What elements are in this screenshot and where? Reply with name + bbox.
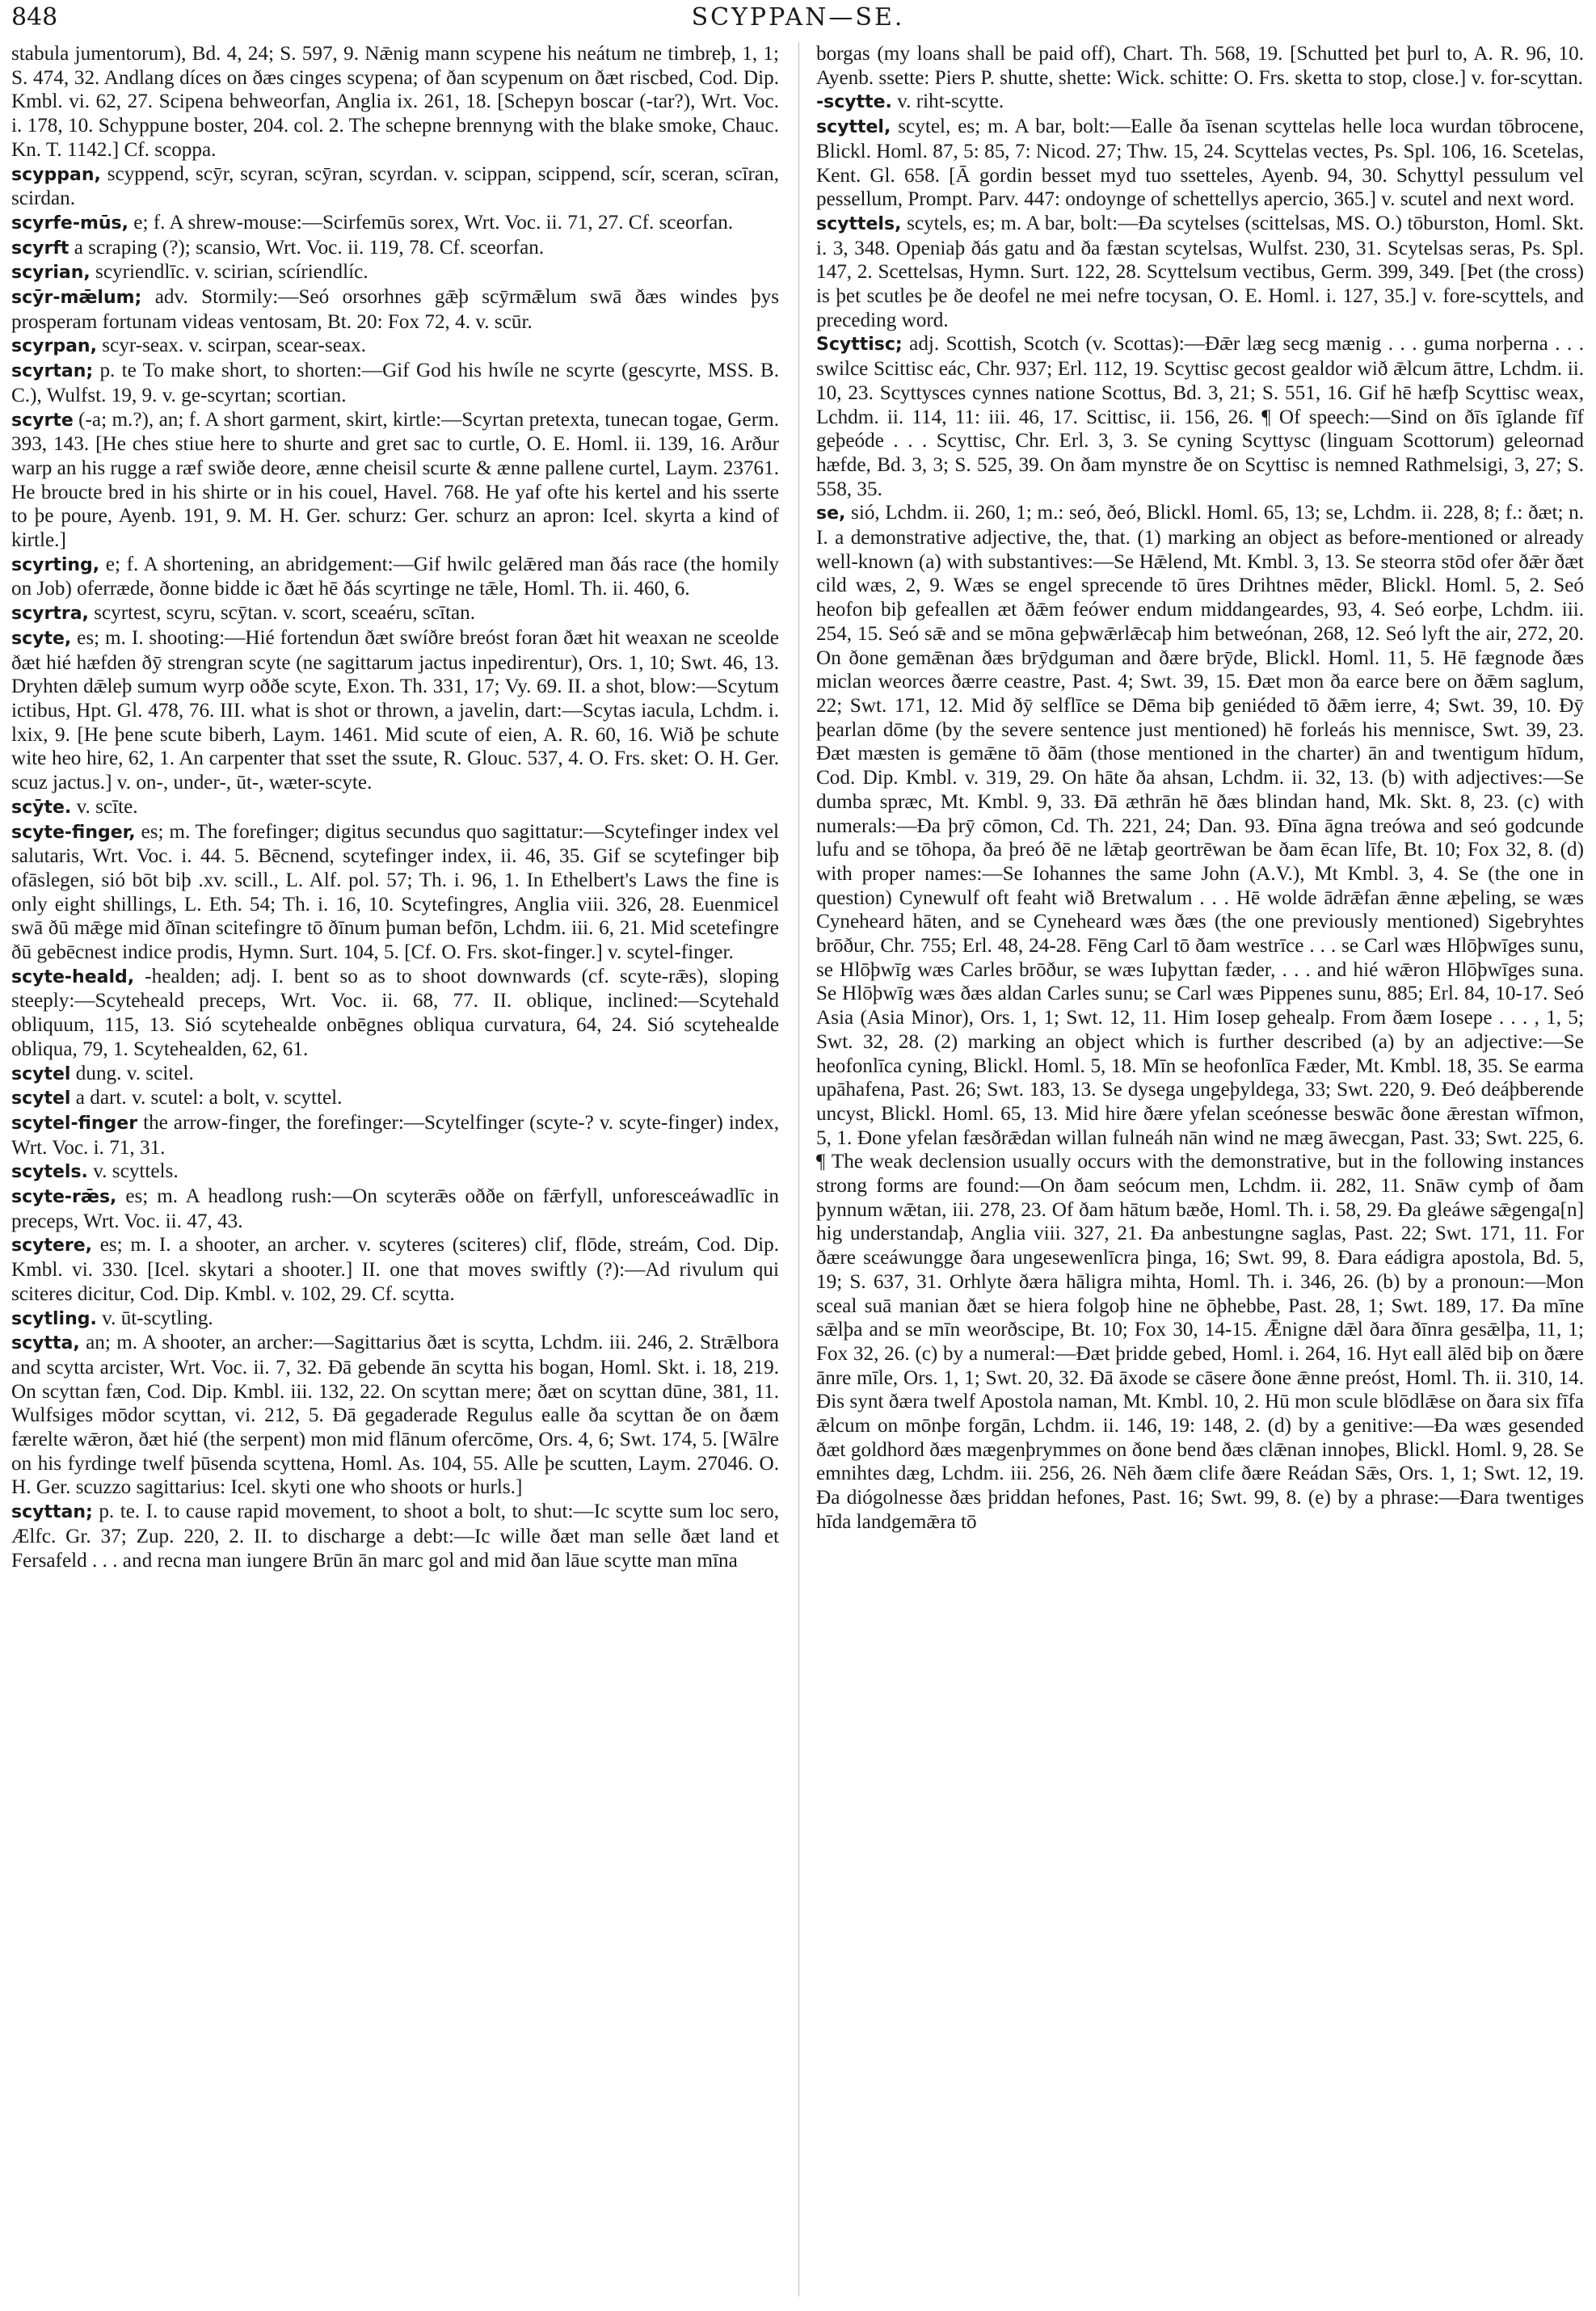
entry-body: es; m. A headlong rush:—On scyterǣs oððe on fǣrfyll, unforesceáwadlīc in preceps, Wrt. Voc. ii. 47, 43. <box>11 1185 779 1232</box>
headword: scyte-heald, <box>11 966 135 987</box>
entry-body: v. ūt-scytling. <box>96 1307 213 1329</box>
dictionary-entry <box>11 1500 779 1572</box>
entry-body: stabula jumentorum), Bd. 4, 24; S. 597, 9. Nǣnig mann scypene his neátum ne timbreþ, 1, 1; S. 474, 32. Andlang díces on ðæs cinges scypena; of ðan scypenum on ðæt riscbed, Cod. Dip. Kmbl. vi. 62, 27. Scipena behweorfan, Anglia ix. 261, 18. [Schepyn boscar (-tar?), Wrt. Voc. i. 178, 10. Schyppune boster, 204. col. 2. The schepne brennyng with the blake smoke, Chauc. Kn. T. 1142.] Cf. scoppa. <box>11 43 779 161</box>
dictionary-entry <box>11 1233 779 1306</box>
entry-body: an; m. A shooter, an archer:—Sagittarius ðæt is scytta, Lchdm. iii. 246, 2. Strǣlbora and scytta arcister, Wrt. Voc. ii. 7, 32. Ðā gebende ān scytta his bogan, Homl. Skt. i. 18, 219. On scyttan fæn, Cod. Dip. Kmbl. iii. 132, 22. On scyttan mere; ðæt on scyttan dūne, 381, 11. Wulfsiges mōdor scyttan, vi. 212, 5. Ðā gegaderade Regulus ealle ða scyttan ðe on ðæm færelte wǣron, ðæt hié (the serpent) mon mid flānum ofercōme, Ors. 4, 6; Swt. 174, 5. [Wālre on his fyrdinge twelf þūsenda scyttena, Homl. As. 104, 55. Alle þe scutten, Laym. 27046. O. H. Ger. scuzzo sagittarius: Icel. skyti one who shoots or hurls.] <box>11 1332 779 1499</box>
entry-body: a scraping (?); scansio, Wrt. Voc. ii. 119, 78. Cf. sceorfan. <box>69 236 545 259</box>
entry-body: p. te. I. to cause rapid movement, to shoot a bolt, to shut:—Ic scytte sum loc sero, Ælfc. Gr. 37; Zup. 220, 2. II. to discharge a debt:—Ic wille ðæt man selle ðæt land et Fersafeld . . . and recna man iungere Brūn ān marc gol and mid ðan lāue scytte man mīna <box>11 1501 779 1572</box>
headword: scytel <box>11 1088 71 1109</box>
dictionary-entry <box>11 211 779 236</box>
entry-body: adj. Scottish, Scotch (v. Scottas):—Ðǣr læg secg mænig . . . guma norþerna . . . swilce Scittisc eác, Chr. 937; Erl. 112, 19. Scyttisc gecost gealdor wið ǣlcum āttre, Lchdm. ii. 10, 23. Scyttysces cynnes natione Scottus, Bd. 3, 21; S. 551, 16. Gif hē hæfþ Scyttisc weax, Lchdm. ii. 114, 11: iii. 46, 17. Scittisc, ii. 156, 26. ¶ Of speech:—Sind on ðīs īglande fīf geþeóde . . . Scyttisc, Chr. Erl. 3, 3. Se cyning Scyttysc (linguam Scottorum) geleornad hæfde, Bd. 3, 3; S. 525, 39. On ðam mynstre ðe on Scyttisc is nemned Rathmelsigi, 3, 27; S. 558, 35. <box>816 333 1584 500</box>
entry-body: v. scyttels. <box>87 1160 179 1183</box>
headword: scyrting, <box>11 554 100 575</box>
dictionary-entry <box>11 1331 779 1500</box>
headword: scyrte <box>11 410 74 431</box>
dictionary-entry <box>11 285 779 334</box>
entry-body: dung. v. scitel. <box>70 1062 194 1084</box>
entry-body: e; f. A shrew-mouse:—Scirfemūs sorex, Wrt. Voc. ii. 71, 27. Cf. sceorfan. <box>128 211 734 234</box>
entry-body: p. te To make short, to shorten:—Gif God his hwíle ne scyrte (gescyrte, MSS. B. C.), Wulfst. 19, 9. v. ge-scyrtan; scortian. <box>11 360 779 406</box>
dictionary-entry <box>11 820 779 965</box>
headword: scytel-finger <box>11 1113 138 1134</box>
dictionary-entry <box>11 795 779 820</box>
entry-body: (-a; m.?), an; f. A short garment, skirt, kirtle:—Scyrtan pretexta, tunecan togae, Germ. 393, 143. [He ches stiue here to shurte and gret sac to curtle, O. E. Homl. ii. 139, 16. Arður warp an his rugge a ræf swiðe deore, ænne cheisil scurte & ænne pallene curtel, Laym. 23761. He broucte bred in his shirte or in his couel, Havel. 768. He yaf ofte his kertel and his sserte to þe poure, Ayenb. 191, 9. M. H. Ger. schurz: Ger. schurz an apron: Icel. skyrta a kind of kirtle.] <box>11 408 779 552</box>
headword: scyte-rǣs, <box>11 1187 117 1208</box>
headword: scyrpan, <box>11 336 97 357</box>
headword: scyttels, <box>816 213 902 234</box>
page-header <box>11 3 1585 39</box>
entry-body: the arrow-finger, the forefinger:—Scytelfinger (scyte-? v. scyte-finger) index, Wrt. Voc. i. 71, 31. <box>11 1111 779 1159</box>
dictionary-entry <box>11 965 779 1062</box>
headword: scytels. <box>11 1162 88 1183</box>
dictionary-entry <box>11 626 779 795</box>
dictionary-entry <box>11 334 779 359</box>
dictionary-entry <box>11 1111 779 1160</box>
headword: scȳte. <box>11 797 72 818</box>
dictionary-entry <box>816 212 1584 333</box>
entry-body: scyppend, scȳr, scyran, scȳran, scyrdan. v. scippan, scippend, scír, sceran, scīran, scirdan. <box>11 162 779 210</box>
entry-body: scytels, es; m. A bar, bolt:—Ða scytelses (scittelsas, MS. O.) tōburston, Homl. Skt. i. 3, 348. Openiaþ ðás gatu and ða fæstan scytelsas, Wulfst. 230, 31. Scytelsas seras, Ps. Spl. 147, 2. Scettelsas, Hymn. Surt. 122, 28. Scyttelsum vectibus, Germ. 399, 349. [Þet (the cross) is þet scutles þe ðe deofel ne mei nefre tocysan, O. E. Homl. i. 127, 35.] v. fore-scyttels, and preceding word. <box>816 212 1584 331</box>
headword: scyttel, <box>816 117 891 138</box>
headword: scytta, <box>11 1333 80 1354</box>
headword: scyppan, <box>11 164 101 185</box>
entry-body: scytel, es; m. A bar, bolt:—Ealle ða īsenan scyttelas helle loca wurdan tōbrocene, Blickl. Homl. 87, 5: 85, 7: Nicod. 27; Thw. 15, 24. Scyttelas vectes, Ps. Spl. 106, 16. Scetelas, Kent. Gl. 658. [Ā gordin besset myd tuo ssetteles, Ayenb. 94, 30. Schyttyl pessulum vel pessellum, Prompt. Parv. 447: ondoynge of schettellys apercio, 365.] v. scutel and next word. <box>816 116 1584 211</box>
entry-body: es; m. The forefinger; digitus secundus quo sagittatur:—Scytefinger index vel salutaris, Wrt. Voc. i. 44. 5. Bēcnend, scytefinger index, ii. 46, 35. Gif se scytefinger biþ ofāslegen, sió bōt biþ .xv. scill., L. Alf. pol. 57; Th. i. 96, 1. In Ethelbert's Laws the fine is only eight shillings, L. Eth. 54; Th. i. 16, 10. Scytefingres, Anglia viii. 326, 28. Euenmicel swā ðū mǣge mid ðīnan scitefingre tō ðīnum þuman befōn, Lchdm. iii. 6, 21. Mid scetefingre ðū gebēcnest indice prodis, Hymn. Surt. 104, 5. [Cf. O. Frs. skot-finger.] v. scytel-finger. <box>11 820 779 964</box>
running-title: SCYPPAN—SE. <box>691 3 905 32</box>
dictionary-entry <box>816 90 1584 115</box>
headword: scȳr-mǣlum; <box>11 288 142 309</box>
headword: se, <box>816 503 846 524</box>
left-column <box>11 42 779 1572</box>
entry-body: -healden; adj. I. bent so as to shoot downwards (cf. scyte-rǣs), sloping steeply:—Scyteheald preceps, Wrt. Voc. ii. 68, 77. II. oblique, inclined:—Scytehald obliquum, 115, 13. Sió scytehealde onbēgnes obliqua curvatura, 64, 24. Sió scytehealde obliqua, 79, 1. Scytehealden, 62, 61. <box>11 965 779 1060</box>
headword: scyrft <box>11 238 69 259</box>
entry-body: es; m. I. shooting:—Hié fortendun ðæt swíðre breóst foran ðæt hit weaxan ne sceolde ðæt hié hæfden ðȳ strengran scyte (ne sagittarum jactus inpedirentur), Ors. 1, 10; Swt. 46, 13. Dryhten dǣleþ sumum wyrp oððe scyte, Exon. Th. 331, 17; Vy. 69. II. a shot, blow:—Scytum ictibus, Hpt. Gl. 478, 76. III. what is shot or thrown, a javelin, dart:—Scytas iacula, Lchdm. i. lxix, 9. [He þene scute biberh, Laym. 1461. Mid scute of eien, A. R. 60, 16. Wið þe schute wite heo hire, 62, 1. An carpenter that sset the ssute, R. Glouc. 537, 4. O. Frs. sket: O. H. Ger. scuz jactus.] v. on-, under-, ūt-, wæter-scyte. <box>11 626 779 794</box>
headword: scyrtan; <box>11 361 94 382</box>
headword: scyrfe-mūs, <box>11 213 128 234</box>
dictionary-entry <box>816 115 1584 212</box>
entry-body: scyrtest, scyru, scȳtan. v. scort, sceaéru, scītan. <box>88 602 476 625</box>
headword: scyrian, <box>11 263 91 284</box>
dictionary-entry <box>11 1062 779 1087</box>
dictionary-entry <box>11 42 779 162</box>
entry-body: scyr-seax. v. scirpan, scear-seax. <box>96 335 366 357</box>
dictionary-entry <box>11 1086 779 1111</box>
entry-body: adv. Stormily:—Seó orsorhnes gǣþ scȳrmǣlum swā ðæs windes þys prosperam fortunam videas ventosam, Bt. 20: Fox 72, 4. v. scūr. <box>11 286 779 333</box>
dictionary-entry <box>11 1307 779 1332</box>
entry-body: scyriendlīc. v. scirian, scíriendlíc. <box>90 261 368 284</box>
headword: scyte, <box>11 628 72 649</box>
dictionary-entry <box>11 359 779 407</box>
headword: scyrtra, <box>11 604 89 625</box>
entry-body: sió, Lchdm. ii. 260, 1; m.: seó, ðeó, Blickl. Homl. 65, 13; se, Lchdm. ii. 228, 8; f.: ðæt; n. I. a demonstrative adjective, the, that. (1) marking an object as before-mentioned or already well-known (a) with substantives:—Se Hǣlend, Mt. Kmbl. 3, 13. Se steorra stōd ofer ðǣr ðæt cild wæs, 2, 9. Wæs se engel sprecende tō ūres Drihtnes mēder, Blickl. Homl. 5, 2. Seó heofon biþ gefeallen æt ðǣm feówer endum middangeardes, 93, 4. Seó eorþe, Lchdm. iii. 254, 15. Seó sǣ and se mōna geþwǣrlǣcaþ him betweónan, 268, 12. Seó lyft the air, 272, 20. On ðone gemǣnan ðæs brȳdguman and ðære brȳde, Blickl. Homl. 11, 5. Hē fægnode ðæs miclan weorces ðærre ceastre, Past. 4; Swt. 39, 15. Ðæt mon ða earce bere on ðǣm saglum, 22; Swt. 171, 12. Mid ðȳ selflīce se Dēma biþ geniéded tō ðǣm ierre, 4; Swt. 39, 10. Ðȳ þearlan dōme (by the severe sentence just mentioned) hē forleás his mennisce, Swt. 39, 23. Ðæt mæsten is gemǣne tō ðām (those mentioned in the charter) ān and twentigum hīdum, Cod. Dip. Kmbl. v. 319, 29. On hāte ða ahsan, Lchdm. ii. 32, 13. (b) with adjectives:—Se dumba spræc, Mt. Kmbl. 9, 33. Ðā æthrān hē ðæs blindan hand, Mk. Skt. 8, 23. (c) with numerals:—Ða þrȳ cōmon, Cd. Th. 221, 24; Dan. 93. Ðīna āgna treówa and seó godcunde lufu and se tōhopa, ða þreó ðē ne lǣtaþ geortrēwan be ðam ēcan līfe, Bt. 10; Fox 32, 8. (d) with proper names:—Se Iohannes the same John (A.V.), Mt Kmbl. 3, 4. Se (the one in question) Cynewulf oft feaht wið Bretwalum . . . Hē wolde ādrǣfan ǣnne æþeling, se wæs Cyneheard hāten, and se Cyneheard wæs ðæs (the one previously mentioned) Sigebryhtes brōður, Chr. 755; Erl. 48, 24-28. Fēng Carl tō ðam westrīce . . . se Carl wæs Hlōþwīges sunu, se Hlōþwīg wæs Carles brōður, se wæs Iuþyttan fæder, . . . and hié wǣron Hlōþwīges suna. Se Hlōþwīg wæs ðæs aldan Carles sunu; se Carl wæs Pippenes sunu, 885; Erl. 84, 10-17. Seó Asia (Asia Minor), Ors. 1, 1; Swt. 12, 11. Him Iosep gehealp. From ðæm Iosepe . . . , 1, 5; Swt. 32, 28. (2) marking an object which is further described (a) by an adjective:—Se heofonlīca cyning, Blickl. Homl. 5, 18. Mīn se heofonlīca Fæder, Mt. Kmbl. 18, 35. Se earma upāhafena, Past. 26; Swt. 183, 13. Se dysega ungeþyldega, 33; Swt. 220, 9. Ðeó deáþberende uncyst, Blickl. Homl. 65, 13. Mid hire ðære yfelan sceónesse beswāc ðone ǣrestan wīfmon, 5, 1. Ðone yfelan fæsðrǣdan willan fulneáh nān wind ne mæg āwecgan, Past. 33; Swt. 225, 6. ¶ The weak declension usually occurs with the demonstrative, but in the following instances strong forms are found:—On ðam seócum men, Lchdm. ii. 282, 11. Snāw cymþ of ðam þynnum wǣtan, iii. 278, 23. Of ðam hātum bæðe, Homl. Th. i. 58, 29. Ða gleáwe sǣgenga[n] hig understandaþ, Anglia viii. 327, 21. Ða anbestungne saglas, Past. 22; Swt. 171, 11. For ðære sceáwungge ðara ungesewenlīcra þinga, 16; Swt. 99, 8. Ðara eádigra apostola, Bd. 5, 19; S. 637, 31. Orhlyte ðæra hāligra mihta, Homl. Th. i. 346, 26. (b) by a pronoun:—Mon sceal suā manian ðæt se hiera folgoþ hine ne ōþhebbe, Past. 28, 1; Swt. 189, 17. Ða mīne sǣlþa and se mīn weorðscipe, Bt. 10; Fox 30, 14-15. Ǣnigne dǣl ðara ðīnra gesǣlþa, 11, 1; Fox 32, 26. (c) by a numeral:—Ðæt þridde gebed, Homl. i. 264, 16. Hyt eall ālēd biþ on ðære ānre mīle, Ors. 1, 1; Swt. 20, 32. Ðā āxode se cāsere ðone ǣnne preóst, Homl. Th. ii. 310, 14. Ðis synt ðæra twelf Apostola naman, Mt. Kmbl. 10, 2. Hū mon scule blōdlǣse on ðara six fīfa ǣlcum on mōnþe forgān, Lchdm. ii. 146, 19: 148, 2. (d) by a genitive:—Ða wæs gesended ðæt goldhord ðæs mægenþrymmes on ðone bend ðæs clǣnan innoþes, Blickl. Homl. 9, 28. Se emnihtes dæg, Lchdm. iii. 256, 26. Nēh ðæm clife ðære Reádan Sǣs, Ors. 1, 1; Swt. 12, 19. Ða diógolnesse ðæs þriddan hefones, Past. 16; Swt. 99, 8. (e) by a phrase:—Ðara twentiges hīda landgemǣra tō <box>816 502 1584 1533</box>
column-divider <box>798 42 799 2296</box>
entry-body: borgas (my loans shall be paid off), Chart. Th. 568, 19. [Schutted þet þurl to, A. R. 96, 10. Ayenb. ssette: Piers P. shutte, shette: Wick. schitte: O. Frs. sketta to stop, close.] v. for-scyttan. <box>816 43 1584 89</box>
dictionary-entry <box>11 408 779 553</box>
dictionary-entry <box>11 1185 779 1233</box>
entry-body: e; f. A shortening, an abridgement:—Gif hwilc gelǣred man ðás race (the homily on Job) oferræde, ðonne bidde ic ðæt hē ðás scyrtinge ne tǣle, Homl. Th. ii. 460, 6. <box>11 553 779 600</box>
dictionary-entry <box>816 501 1584 1534</box>
dictionary-entry <box>11 162 779 211</box>
entry-body: v. scīte. <box>71 795 138 818</box>
headword: scyttan; <box>11 1502 93 1523</box>
dictionary-entry <box>11 1160 779 1185</box>
entry-body: es; m. I. a shooter, an archer. v. scyteres (sciteres) clif, flōde, streám, Cod. Dip. Kmbl. vi. 330. [Icel. skytari a shooter.] II. one that moves swiftly (?):—Ad rivulum qui sciteres dicitur, Cod. Dip. Kmbl. v. 102, 29. Cf. scytta. <box>11 1234 779 1305</box>
page-number: 848 <box>11 3 58 32</box>
right-column <box>816 42 1584 1534</box>
headword: scytling. <box>11 1308 97 1329</box>
entry-body: v. riht-scytte. <box>891 91 1004 113</box>
dictionary-entry <box>816 42 1584 90</box>
dictionary-entry <box>11 553 779 601</box>
headword: scyte-finger, <box>11 822 136 843</box>
headword: scytere, <box>11 1235 93 1257</box>
entry-body: a dart. v. scutel: a bolt, v. scyttel. <box>70 1087 343 1109</box>
dictionary-entry <box>11 601 779 626</box>
dictionary-entry <box>11 260 779 285</box>
dictionary-entry <box>816 332 1584 501</box>
dictionary-entry <box>11 236 779 261</box>
headword: scytel <box>11 1063 71 1084</box>
headword: -scytte. <box>816 92 892 113</box>
headword: Scyttisc; <box>816 335 903 356</box>
